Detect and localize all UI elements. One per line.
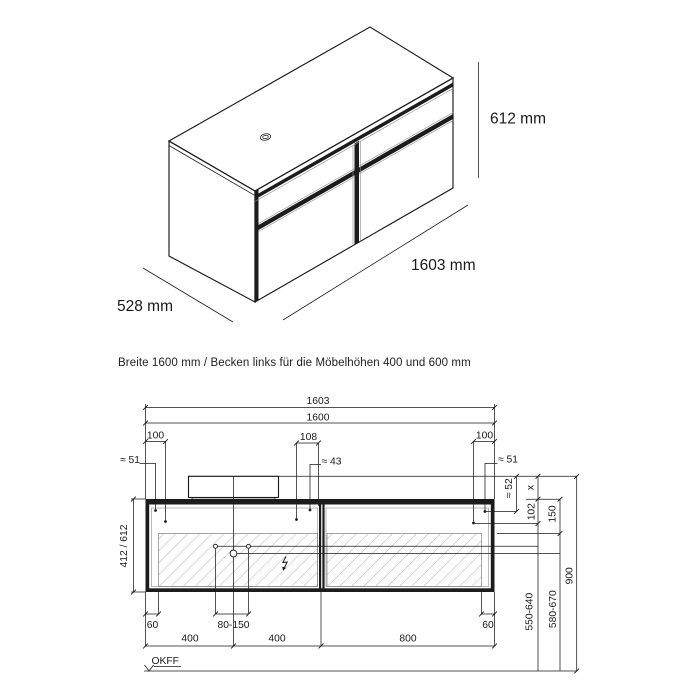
label-approx-52: ≈ 52 [504, 478, 515, 499]
iso-width-label: 1603 mm [411, 257, 476, 274]
right-edge-band [491, 505, 495, 593]
product-note: Breite 1600 mm / Becken links für die Möbelhöhen 400 und 600 mm [118, 357, 471, 369]
supply-right-circle [247, 544, 251, 548]
iso-left-face [169, 141, 255, 302]
label-x: x [525, 484, 537, 491]
label-108: 108 [299, 432, 318, 443]
iso-countertop-edge-left [169, 146, 255, 196]
iso-divider-band [355, 141, 360, 245]
plan-labels [119, 396, 576, 667]
iso-drain-hole [260, 133, 271, 141]
floor-line-group [144, 665, 577, 671]
iso-height-label: 612 mm [490, 110, 546, 128]
label-1603: 1603 [306, 396, 330, 407]
label-550-640: 550-640 [524, 592, 536, 631]
bottom-band [146, 588, 495, 592]
isometric-view [117, 27, 546, 322]
label-400-center: 400 [268, 633, 286, 645]
iso-countertop-gap [255, 83, 453, 200]
label-100-left: 100 [146, 430, 165, 442]
label-approx-43: ≈ 43 [321, 456, 342, 468]
label-412-612: 412 / 612 [119, 524, 130, 568]
label-100-right: 100 [475, 430, 494, 442]
divider-band-a [319, 505, 321, 593]
iso-depth-label: 528 mm [117, 298, 173, 315]
label-102: 102 [526, 503, 538, 521]
divider-band-b [322, 505, 324, 593]
label-900: 900 [564, 567, 576, 585]
cabinet-front-view [146, 499, 495, 592]
label-approx-51-left: ≈ 51 [120, 454, 140, 466]
iso-left-edge-band [255, 189, 259, 302]
iso-dimensions [117, 62, 546, 322]
drain-circle [230, 550, 237, 557]
label-150: 150 [547, 505, 559, 523]
countertop-band [146, 499, 495, 505]
label-60-right: 60 [482, 619, 494, 631]
label-800: 800 [399, 633, 417, 645]
label-580-670: 580-670 [548, 590, 559, 629]
front-view-drawing [119, 396, 579, 673]
label-approx-51-right: ≈ 51 [498, 454, 518, 466]
label-400-left: 400 [181, 633, 199, 645]
right-clearance-hatch [327, 534, 482, 587]
iso-drawer-outlines [255, 89, 453, 246]
label-1600: 1600 [306, 412, 330, 424]
iso-drawer-gap-right [359, 114, 453, 173]
left-edge-band [146, 505, 150, 593]
label-80-150: 80-150 [217, 619, 250, 631]
label-60-left: 60 [146, 619, 159, 631]
iso-drawer-gap-left [259, 170, 355, 230]
label-okff: OKFF [151, 656, 179, 667]
supply-left-circle [214, 544, 218, 548]
left-clearance-hatch [159, 534, 318, 587]
